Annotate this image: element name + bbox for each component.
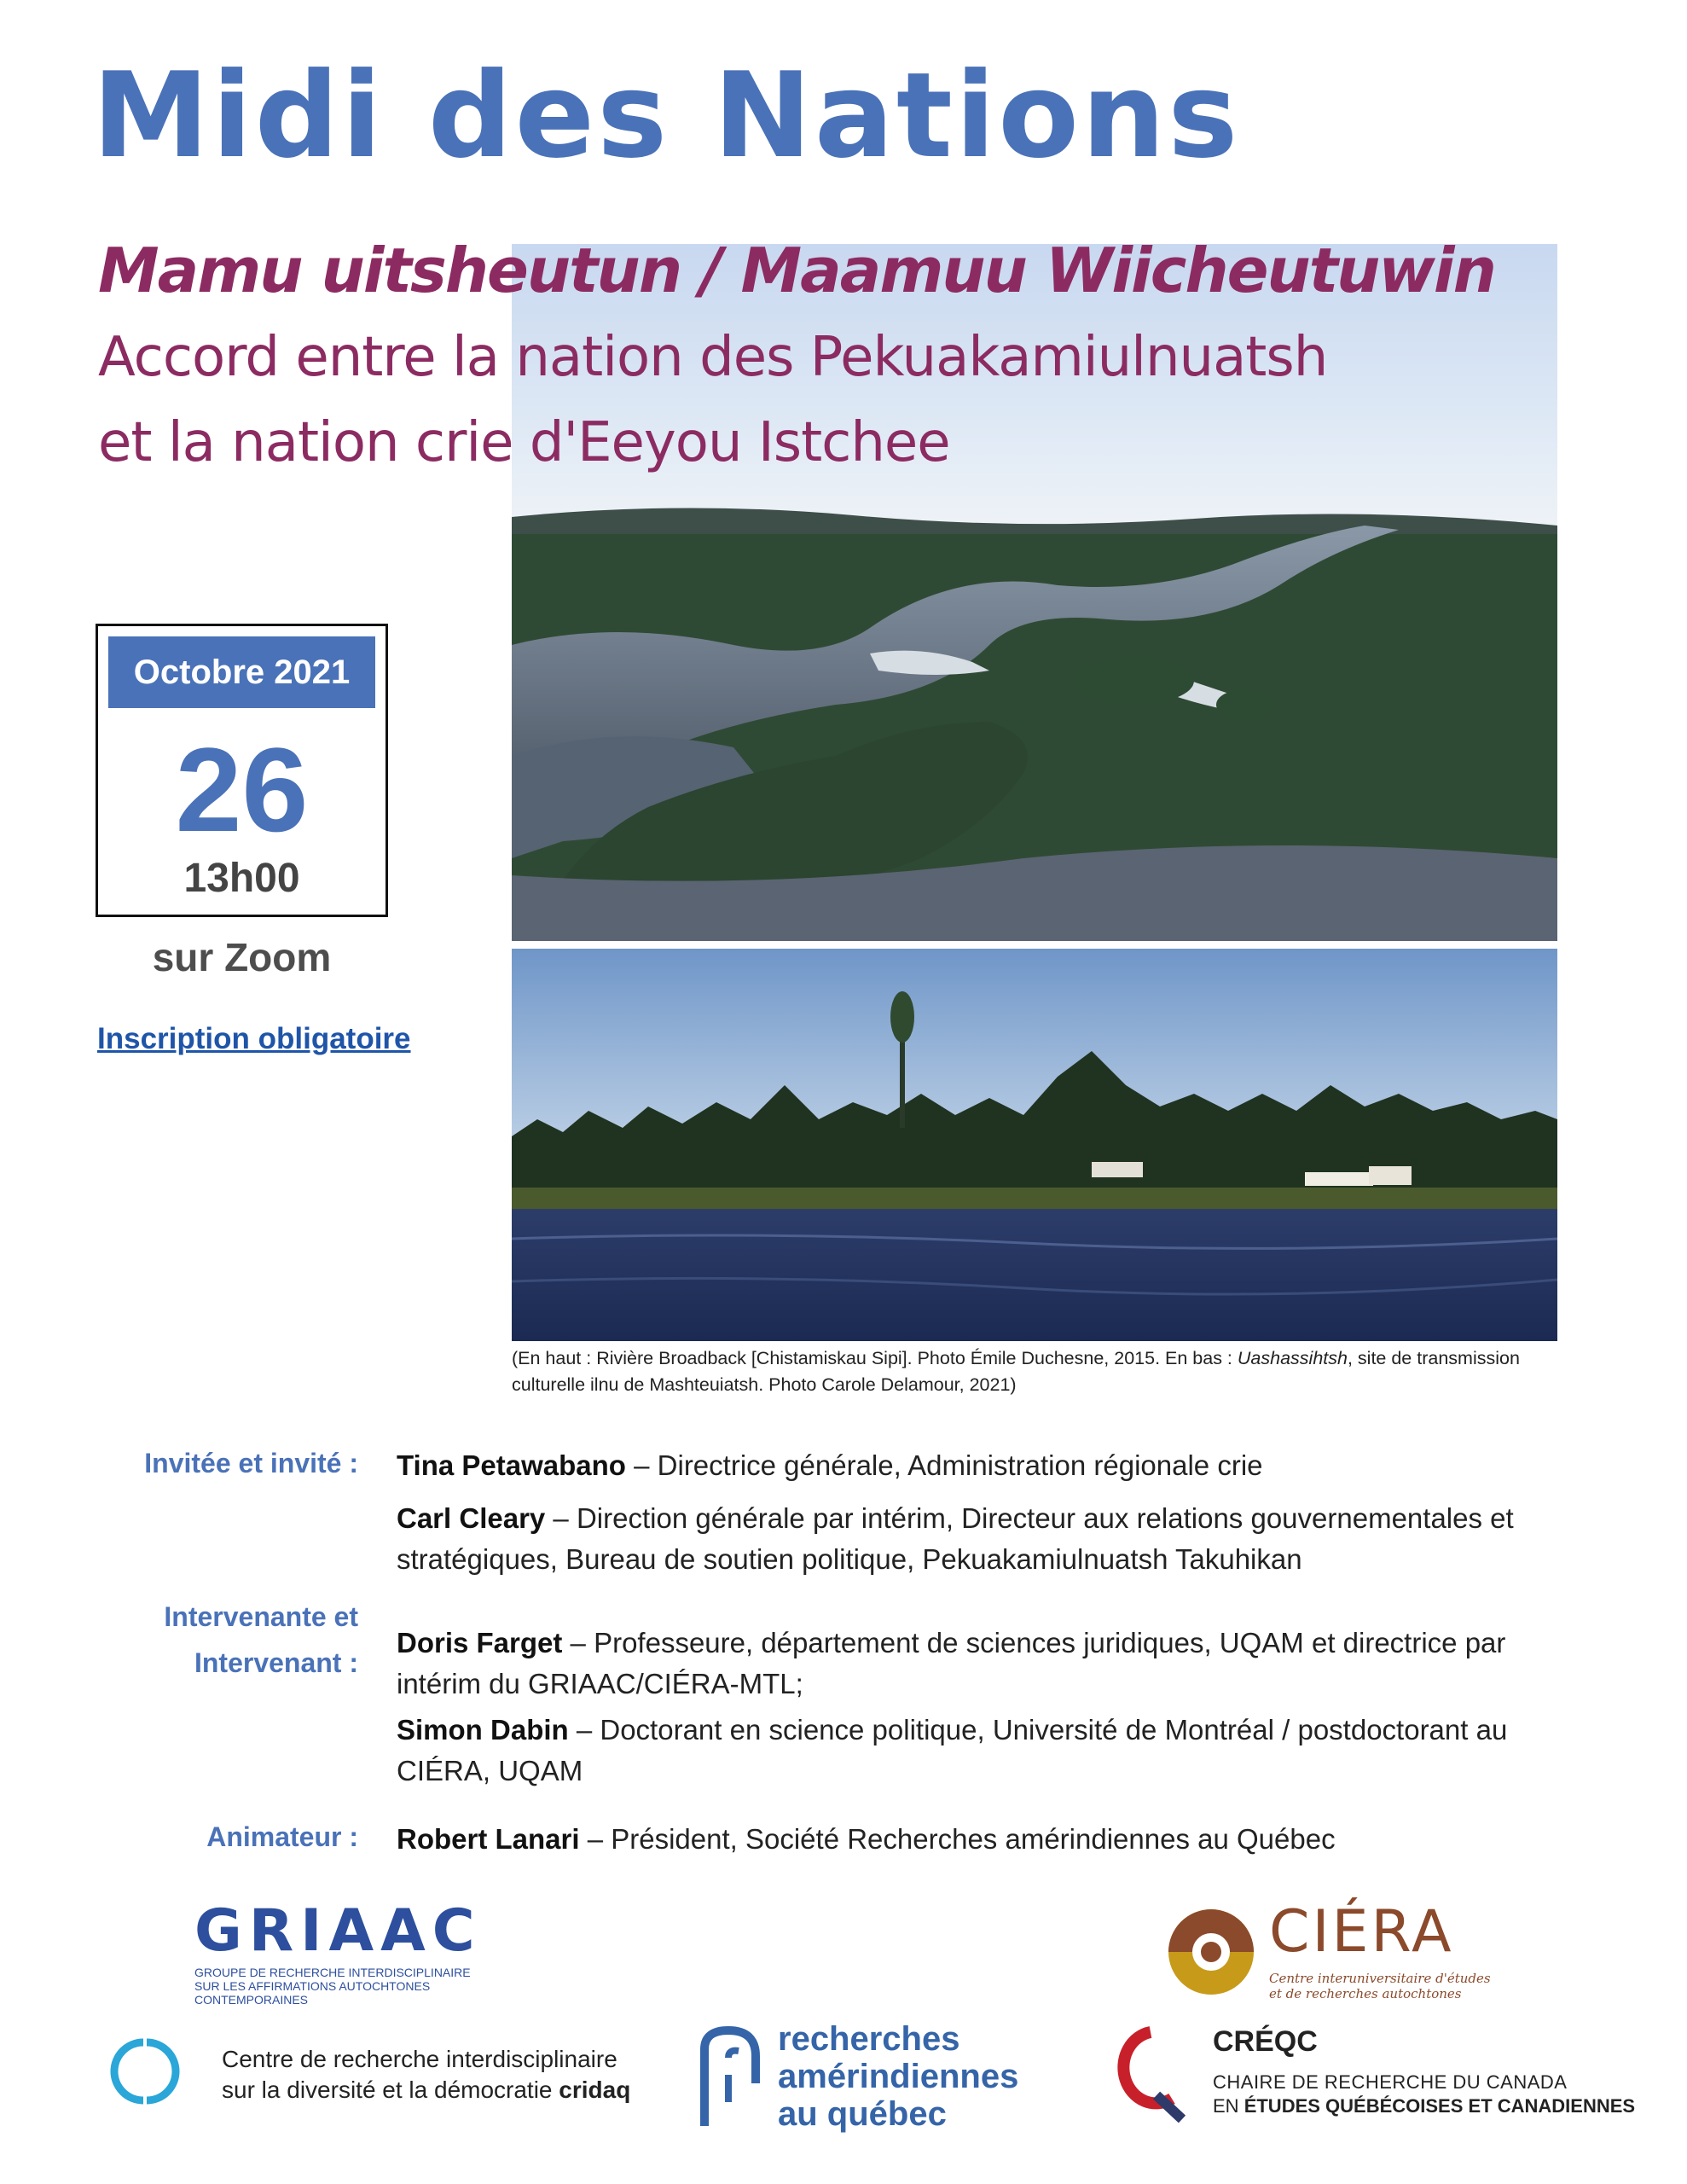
griaac-line-2: SUR LES AFFIRMATIONS AUTOCHTONES [194, 1979, 431, 1993]
event-location: sur Zoom [152, 935, 332, 979]
ram-line-1: recherches [778, 2020, 960, 2058]
cridaq-line-2-row [222, 2077, 630, 2104]
subtitle-italic: Mamu uitsheutun / Maamuu Wiicheutuwin [98, 235, 1495, 306]
ram-emblem-icon [694, 2024, 766, 2131]
guest-entry [397, 1445, 1557, 1486]
caption-part-2: , site de transmission culturelle ilnu de Mashteuiatsh. Photo Carole Delamour, 2021) [512, 1348, 1520, 1395]
month-banner: Octobre 2021 [108, 636, 375, 708]
guest-name: Carl Cleary [397, 1502, 546, 1534]
host-label: Animateur : [206, 1821, 358, 1852]
griaac-wordmark: GRIAAC [194, 1897, 482, 1965]
host-desc: – Président, Société Recherches amérindiennes au Québec [579, 1823, 1336, 1855]
creqc-logo [1112, 2020, 1636, 2131]
creqc-line-2-bold: ÉTUDES QUÉBÉCOISES ET CANADIENNES [1244, 2095, 1636, 2117]
ciera-emblem-icon [1165, 1906, 1257, 1998]
creqc-wordmark: CRÉQC [1213, 2025, 1318, 2058]
host-name: Robert Lanari [397, 1823, 580, 1855]
day-number: 26 [175, 723, 309, 857]
griaac-line-3: CONTEMPORAINES [194, 1993, 309, 2007]
ciera-line-1: Centre interuniversitaire d'études [1269, 1971, 1491, 1986]
griaac-line-1: GROUPE DE RECHERCHE INTERDISCIPLINAIRE [194, 1966, 471, 1979]
event-time: 13h00 [183, 856, 300, 901]
griaac-logo [194, 1897, 501, 2007]
speaker-desc: – Doctorant en science politique, Université de Montréal / postdoctorant au CIÉRA, UQAM [397, 1714, 1508, 1786]
registration-link[interactable]: Inscription obligatoire [97, 1022, 411, 1055]
speaker-entry [397, 1710, 1557, 1792]
speaker-desc: – Professeure, département de sciences juridiques, UQAM et directrice par intérim du GRIAAC/CIÉRA-MTL; [397, 1627, 1506, 1699]
host-entry [397, 1819, 1557, 1860]
page-title: Midi des Nations [92, 47, 1241, 184]
ram-line-3: au québec [778, 2095, 947, 2133]
speaker-name: Simon Dabin [397, 1714, 569, 1745]
guest-name: Tina Petawabano [397, 1449, 626, 1481]
creqc-line-2-prefix: EN [1213, 2095, 1244, 2117]
speaker-entry [397, 1623, 1557, 1705]
caption-italic: Uashassihtsh [1237, 1348, 1348, 1368]
guests-label: Invitée et invité : [144, 1448, 358, 1478]
cridaq-brand: cridaq [559, 2077, 631, 2103]
caption-part-1: (En haut : Rivière Broadback [Chistamiskau Sipi]. Photo Émile Duchesne, 2015. En bas : [512, 1348, 1238, 1368]
ram-logo [694, 2020, 1052, 2140]
creqc-line-2-row [1213, 2095, 1635, 2117]
shoreline-photo [512, 949, 1557, 1341]
subtitle-line-2: et la nation crie d'Eeyou Istchee [98, 411, 950, 474]
subtitle-line-1: Accord entre la nation des Pekuakamiulnuatsh [98, 326, 1328, 389]
guest-desc: – Direction générale par intérim, Directeur aux relations gouvernementales et stratégiques, Bureau de soutien politique, Pekuakamiulnuatsh Takuhikan [397, 1502, 1514, 1575]
date-box [96, 624, 388, 917]
creqc-emblem-icon [1112, 2024, 1189, 2126]
ciera-logo [1165, 1898, 1557, 2003]
cridaq-line-1: Centre de recherche interdisciplinaire [222, 2046, 617, 2072]
cridaq-logo [94, 2029, 631, 2114]
speaker-name: Doris Farget [397, 1627, 563, 1658]
ciera-wordmark: CIÉRA [1269, 1898, 1454, 1966]
ciera-line-2: et de recherches autochtones [1269, 1986, 1462, 2001]
speakers-label-line-1: Intervenante et [164, 1601, 358, 1632]
cridaq-emblem-icon [94, 2030, 196, 2112]
speakers-label-line-2: Intervenant : [194, 1647, 358, 1678]
photo-caption [512, 1345, 1569, 1398]
guest-entry [397, 1498, 1557, 1580]
ram-line-2: amérindiennes [778, 2058, 1019, 2095]
guest-desc: – Directrice générale, Administration régionale crie [625, 1449, 1263, 1481]
creqc-line-1: CHAIRE DE RECHERCHE DU CANADA [1213, 2071, 1568, 2093]
cridaq-line-2: sur la diversité et la démocratie [222, 2077, 553, 2103]
